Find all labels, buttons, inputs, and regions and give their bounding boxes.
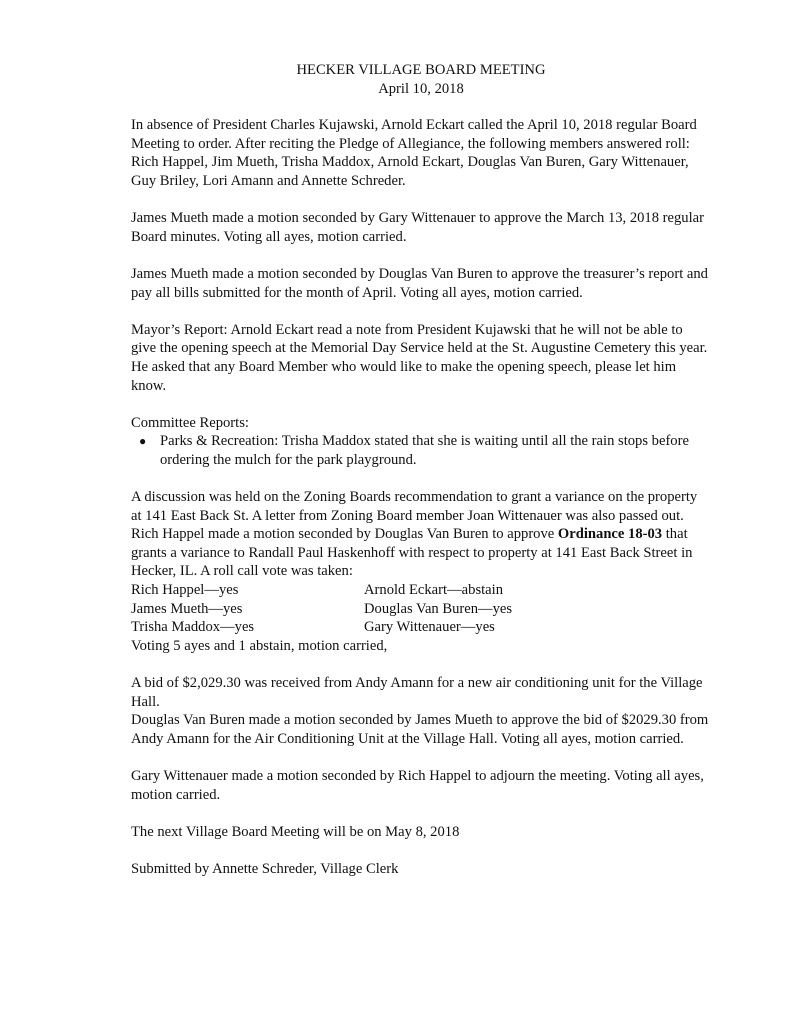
document-header: [131, 61, 711, 98]
bid-received-paragraph: A bid of $2,029.30 was received from Andy Amann for a new air conditioning unit for the Village Hall.: [131, 675, 703, 710]
treasurer-report-paragraph: James Mueth made a motion seconded by Douglas Van Buren to approve the treasurer’s report and pay all bills submitted for the month of April. Voting all ayes, motion carried.: [131, 265, 708, 301]
roll-call-vote: Douglas Van Buren—yes: [364, 600, 513, 617]
roll-call-vote: James Mueth—yes: [131, 600, 243, 617]
ordinance-motion-text: Rich Happel made a motion seconded by Douglas Van Buren to approve: [131, 526, 558, 543]
ordinance-number: Ordinance 18-03: [557, 526, 663, 543]
bid-approval-paragraph: Douglas Van Buren made a motion seconded by James Mueth to approve the bid of $2029.30 from Andy Amann for the Air Conditioning Unit at the Village Hall. Voting all ayes, motion carried.: [131, 712, 709, 747]
bullet-icon: ●: [139, 434, 147, 449]
meeting-minutes: [131, 61, 711, 897]
meeting-date: April 10, 2018: [378, 80, 464, 97]
roll-call-row: [131, 618, 711, 637]
roll-call-votes: [131, 581, 711, 637]
submitted-by: Submitted by Annette Schreder, Village Clerk: [131, 860, 399, 877]
roll-call-vote: Trisha Maddox—yes: [131, 619, 255, 636]
mayor-report-paragraph: Mayor’s Report: Arnold Eckart read a note from President Kujawski that he will not be able to give the opening speech at the Memorial Day Service held at the St. Augustine Cemetery this year. He asked that any Board Member who would like to make the opening speech, please let him know.: [131, 321, 708, 394]
document-title: HECKER VILLAGE BOARD MEETING: [296, 62, 546, 78]
committee-reports-heading: Committee Reports:: [131, 414, 249, 431]
vote-result: Voting 5 ayes and 1 abstain, motion carried,: [131, 637, 388, 654]
opening-paragraph: In absence of President Charles Kujawski, Arnold Eckart called the April 10, 2018 regular Board Meeting to order. After reciting the Pledge of Allegiance, the following members answered roll: Rich Happel, Jim Mueth, Trisha Maddox, Arnold Eckart, Douglas Van Buren, Gary Wittenauer, Guy Briley, Lori Amann and Annette Schreder.: [131, 117, 697, 189]
ordinance-motion-text-cont: that grants a variance to Randall Paul Haskenhoff with respect to property at 141 East Back Street in Hecker, IL. A roll call vote was taken:: [131, 526, 693, 580]
roll-call-vote: Gary Wittenauer—yes: [364, 619, 495, 636]
minutes-approval-paragraph: James Mueth made a motion seconded by Gary Wittenauer to approve the March 13, 2018 regular Board minutes. Voting all ayes, motion carried.: [131, 210, 704, 245]
committee-reports-list: [131, 432, 711, 469]
zoning-discussion-paragraph: A discussion was held on the Zoning Boards recommendation to grant a variance on the property at 141 East Back St. A letter from Zoning Board member Joan Wittenauer was also passed out.: [131, 489, 698, 524]
adjourn-paragraph: Gary Wittenauer made a motion seconded by Rich Happel to adjourn the meeting. Voting all ayes, motion carried.: [131, 767, 704, 803]
roll-call-row: [131, 600, 711, 619]
roll-call-vote: Arnold Eckart—abstain: [364, 582, 504, 599]
committee-report-text: Parks & Recreation: Trisha Maddox stated that she is waiting until all the rain stops before ordering the mulch for the park playground.: [160, 433, 689, 468]
roll-call-row: [131, 581, 711, 600]
next-meeting-paragraph: The next Village Board Meeting will be on May 8, 2018: [131, 823, 460, 840]
committee-report-item: [131, 432, 711, 469]
ordinance-motion-paragraph: [131, 525, 711, 581]
roll-call-vote: Rich Happel—yes: [131, 582, 239, 599]
